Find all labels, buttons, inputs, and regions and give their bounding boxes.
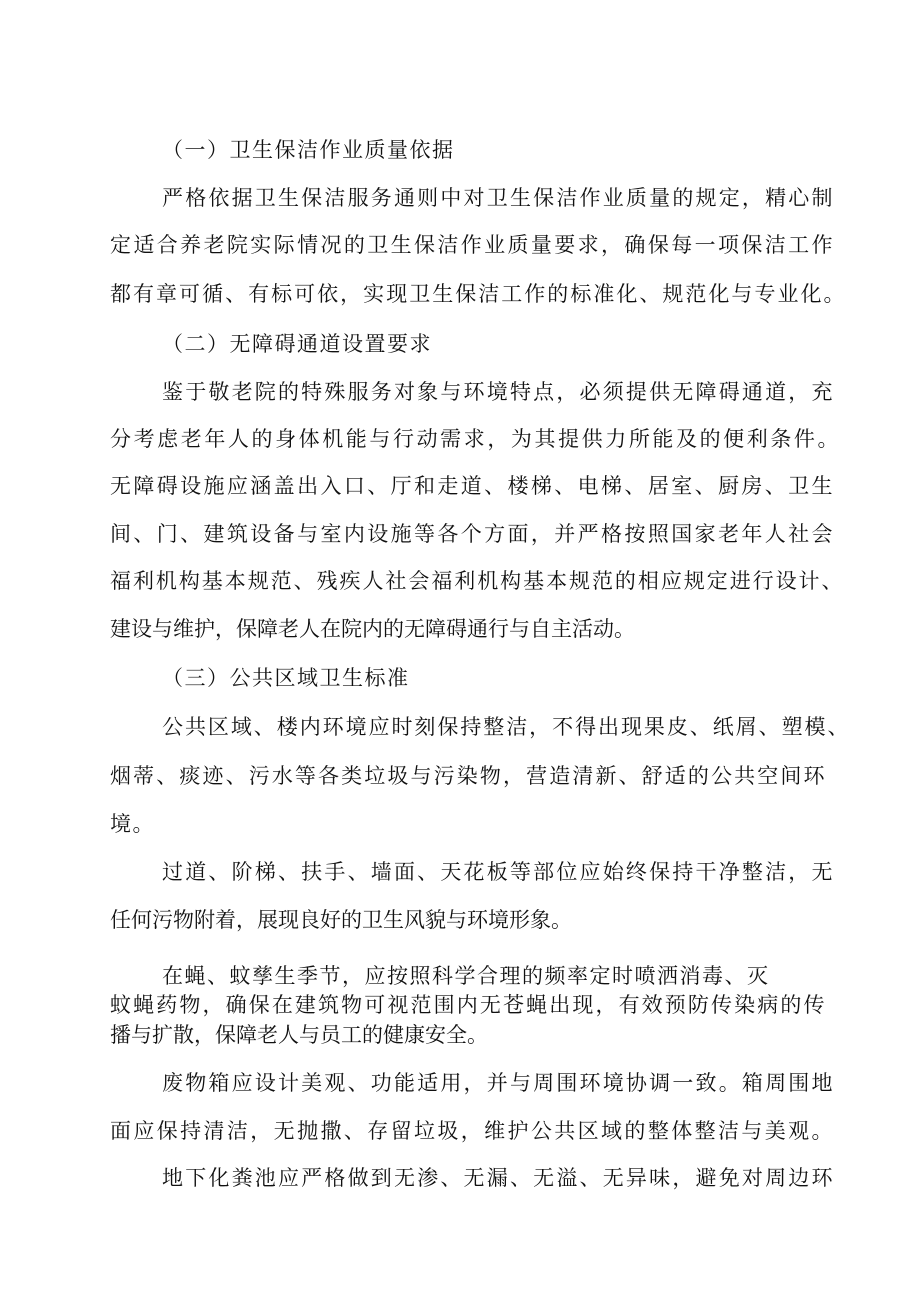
paragraph-line: 都有章可循、有标可依，实现卫生保洁工作的标准化、规范化与专业化。 (110, 282, 846, 306)
paragraph-line: 建设与维护，保障老人在院内的无障碍通行与自主活动。 (110, 617, 635, 641)
section-heading-3: （三）公共区域卫生标准 (162, 666, 410, 690)
paragraph-line: 地下化粪池应严格做到无渗、无漏、无溢、无异味，避免对周边环 (162, 1166, 834, 1190)
paragraph-line: 分考虑老年人的身体机能与行动需求，为其提供力所能及的便利条件。 (110, 427, 840, 451)
paragraph-line: 境。 (110, 812, 155, 836)
paragraph-line: 在蝇、蚊孳生季节，应按照科学合理的频率定时喷洒消毒、灭 (162, 964, 770, 988)
paragraph-line: 过道、阶梯、扶手、墙面、天花板等部位应始终保持干净整洁，无 (162, 860, 834, 884)
paragraph-line: 定适合养老院实际情况的卫生保洁作业质量要求，确保每一项保洁工作 (110, 233, 834, 257)
paragraph-line: 间、门、建筑设备与室内设施等各个方面，并严格按照国家老年人社会 (110, 522, 834, 546)
paragraph-line: 废物箱应设计美观、功能适用，并与周围环境协调一致。箱周围地 (162, 1071, 834, 1095)
section-heading-1: （一）卫生保洁作业质量依据 (162, 138, 455, 162)
paragraph-line: 播与扩散，保障老人与员工的健康安全。 (110, 1023, 488, 1047)
paragraph-line: 任何污物附着，展现良好的卫生风貌与环境形象。 (110, 908, 572, 932)
paragraph-line: 严格依据卫生保洁服务通则中对卫生保洁作业质量的规定，精心制 (162, 186, 834, 210)
section-heading-2: （二）无障碍通道设置要求 (162, 332, 432, 356)
paragraph-line: 无障碍设施应涵盖出入口、厅和走道、楼梯、电梯、居室、厨房、卫生 (110, 474, 834, 498)
paragraph-line: 公共区域、楼内环境应时刻保持整洁，不得出现果皮、纸屑、塑模、 (162, 715, 850, 739)
paragraph-line: 面应保持清洁，无抛撒、存留垃圾，维护公共区域的整体整洁与美观。 (110, 1119, 834, 1143)
paragraph-line: 烟蒂、痰迹、污水等各类垃圾与污染物，营造清新、舒适的公共空间环 (110, 764, 826, 788)
paragraph-line: 鉴于敬老院的特殊服务对象与环境特点，必须提供无障碍通道，充 (162, 380, 834, 404)
paragraph-line: 福利机构基本规范、残疾人社会福利机构基本规范的相应规定进行设计、 (110, 569, 844, 593)
paragraph-line: 蚊蝇药物，确保在建筑物可视范围内无苍蝇出现，有效预防传染病的传 (110, 993, 826, 1017)
